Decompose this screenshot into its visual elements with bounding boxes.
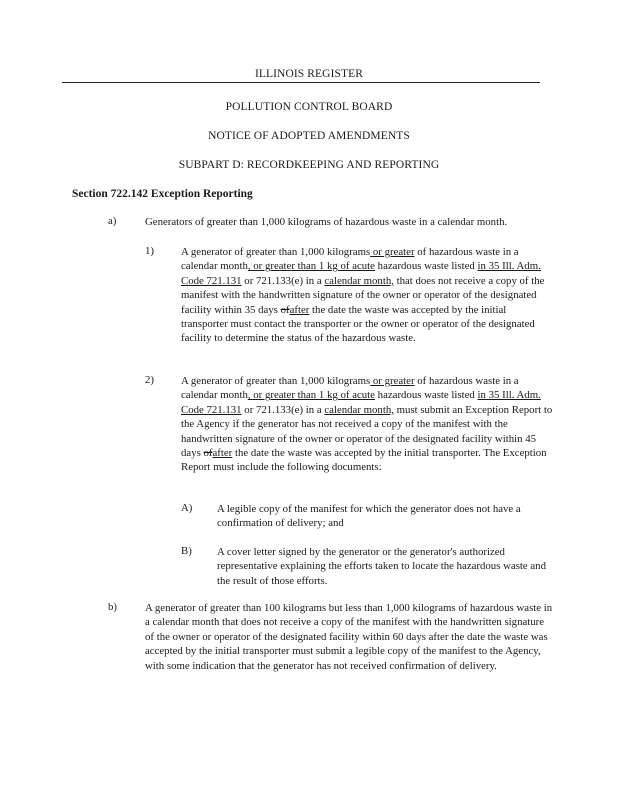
para-a1-label: 1)	[145, 245, 154, 257]
header-rule	[62, 82, 540, 83]
subpart-title: SUBPART D: RECORDKEEPING AND REPORTING	[178, 159, 440, 171]
para-a2-label: 2)	[145, 374, 154, 386]
para-a2B-text: A cover letter signed by the generator or the generator's authorized representative explaining the efforts taken to locate the hazardous waste and the result of those efforts.	[217, 546, 546, 587]
para-b-label: b)	[108, 601, 117, 613]
register-title: ILLINOIS REGISTER	[254, 68, 364, 80]
para-a1-text: A generator of greater than 1,000 kilograms or greater of hazardous waste in a calendar month, or greater than 1 kg of acute hazardous waste listed in 35 Ill. Adm. Code 721.131 or 721.133(e) in a calendar month, that does not receive a copy of the manifest with the handwritten signature of the owner or operator of the designated facility within 35 days ofafter the date the waste was accepted by the initial transporter must contact the transporter or the owner or operator of the designated facility to determine the status of the hazardous waste.	[181, 246, 545, 345]
para-a2-text: A generator of greater than 1,000 kilograms or greater of hazardous waste in a calendar month, or greater than 1 kg of acute hazardous waste listed in 35 Ill. Adm. Code 721.131 or 721.133(e) in a calendar month, must submit an Exception Report to the Agency if the generator has not received a copy of the manifest with the handwritten signature of the owner or operator of the designated facility within 45 days ofafter the date the waste was accepted by the initial transporter. The Exception Report must include the following documents:	[181, 375, 553, 474]
para-b-text: A generator of greater than 100 kilograms but less than 1,000 kilograms of hazardous waste in a calendar month that does not receive a copy of the manifest with the handwritten signature of the owner or operator of the designated facility within 60 days after the date the waste was accepted by the initial transporter must submit a legible copy of the manifest to the Agency, with some indication that the generator has not received confirmation of delivery.	[145, 602, 553, 672]
para-a2B-label: B)	[181, 545, 192, 557]
para-a2A-text: A legible copy of the manifest for which the generator does not have a confirmation of delivery; and	[217, 503, 521, 530]
para-a2A-label: A)	[181, 502, 193, 514]
notice-title: NOTICE OF ADOPTED AMENDMENTS	[208, 130, 410, 142]
para-a-label: a)	[108, 215, 117, 227]
section-heading: Section 722.142 Exception Reporting	[72, 188, 253, 200]
board-name: POLLUTION CONTROL BOARD	[225, 101, 393, 113]
para-a-text: Generators of greater than 1,000 kilograms of hazardous waste in a calendar month.	[145, 216, 508, 228]
